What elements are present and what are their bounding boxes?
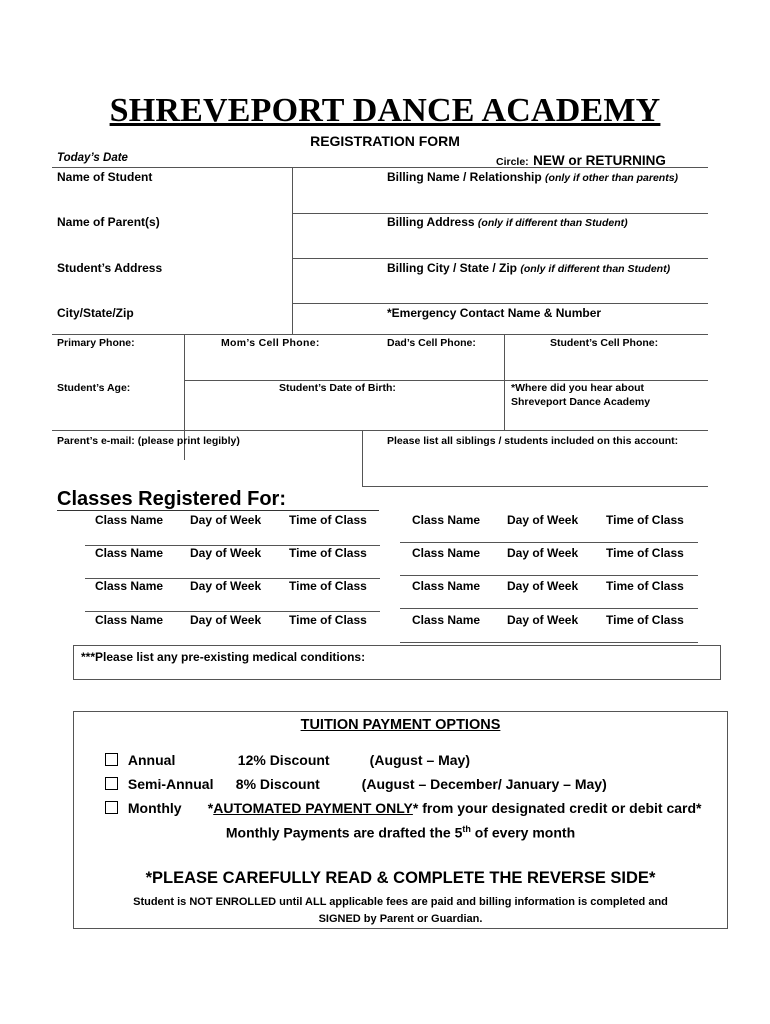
class-name-field[interactable]: Class Name [412, 613, 481, 627]
semi-period: (August – December/ January – May) [361, 776, 607, 792]
time-of-class-field[interactable]: Time of Class [606, 613, 684, 627]
medical-conditions-label: ***Please list any pre-existing medical conditions: [81, 650, 366, 664]
checkbox-semi-annual[interactable] [105, 777, 118, 790]
drafted-post: of every month [470, 824, 576, 841]
day-of-week-field[interactable]: Day of Week [507, 513, 579, 527]
grid-line [52, 334, 708, 335]
class-name-field[interactable]: Class Name [95, 513, 164, 527]
medical-conditions-box[interactable] [73, 645, 721, 680]
grid-line [292, 213, 708, 214]
day-of-week-field[interactable]: Day of Week [190, 513, 262, 527]
siblings-field[interactable]: Please list all siblings / students included on this account: [387, 435, 679, 447]
grid-divider [362, 430, 363, 486]
class-name-field[interactable]: Class Name [95, 579, 164, 593]
class-name-field[interactable]: Class Name [95, 546, 164, 560]
class-row-rule [400, 542, 698, 543]
billing-city-note: (only if different than Student) [520, 263, 671, 275]
day-of-week-field[interactable]: Day of Week [190, 579, 262, 593]
checkbox-annual[interactable] [105, 753, 118, 766]
where-heard-field[interactable] [511, 381, 650, 409]
drafted-sup: th [462, 824, 471, 834]
billing-address-label: Billing Address [387, 215, 475, 229]
grid-divider [292, 168, 293, 334]
time-of-class-field[interactable]: Time of Class [606, 513, 684, 527]
academy-title: SHREVEPORT DANCE ACADEMY [109, 92, 661, 129]
monthly-draft-note [73, 824, 728, 841]
class-row-rule [85, 611, 380, 612]
day-of-week-field[interactable]: Day of Week [507, 613, 579, 627]
todays-date-label: Today’s Date [57, 152, 128, 164]
grid-line [362, 486, 708, 487]
grid-divider [504, 380, 505, 430]
class-row-rule [400, 575, 698, 576]
option-semi-annual[interactable] [105, 776, 607, 792]
day-of-week-field[interactable]: Day of Week [190, 546, 262, 560]
student-address-field[interactable]: Student’s Address [57, 261, 163, 275]
form-subtitle: REGISTRATION FORM [310, 133, 460, 149]
where-heard-line2: Shreveport Dance Academy [511, 396, 651, 408]
class-row-rule [400, 642, 698, 643]
class-row-rule [400, 608, 698, 609]
grid-line [292, 258, 708, 259]
class-name-field[interactable]: Class Name [412, 579, 481, 593]
annual-discount: 12% Discount [237, 752, 330, 768]
time-of-class-field[interactable]: Time of Class [606, 579, 684, 593]
checkbox-monthly[interactable] [105, 801, 118, 814]
class-name-field[interactable]: Class Name [412, 513, 481, 527]
tuition-heading: TUITION PAYMENT OPTIONS [300, 717, 501, 733]
time-of-class-field[interactable]: Time of Class [289, 513, 367, 527]
day-of-week-field[interactable]: Day of Week [507, 579, 579, 593]
tuition-heading-wrap [73, 716, 728, 734]
billing-city-label: Billing City / State / Zip [387, 261, 518, 275]
billing-city-field[interactable] [387, 261, 670, 275]
class-name-field[interactable]: Class Name [412, 546, 481, 560]
city-state-zip-field[interactable]: City/State/Zip [57, 306, 134, 320]
time-of-class-field[interactable]: Time of Class [289, 546, 367, 560]
billing-name-note: (only if other than parents) [545, 172, 679, 184]
reverse-side-notice: *PLEASE CAREFULLY READ & COMPLETE THE REVERSE SIDE* [145, 869, 656, 887]
drafted-pre: Monthly Payments are drafted the 5 [225, 824, 463, 841]
classes-heading-rule [57, 510, 379, 511]
primary-phone-field[interactable]: Primary Phone: [57, 337, 135, 349]
where-heard-line1: *Where did you hear about [511, 382, 645, 394]
billing-name-label: Billing Name / Relationship [387, 170, 542, 184]
time-of-class-field[interactable]: Time of Class [289, 579, 367, 593]
enrollment-line1: Student is NOT ENROLLED until ALL applicable fees are paid and billing information is completed and [133, 896, 668, 908]
monthly-label: Monthly [127, 800, 182, 816]
moms-cell-field[interactable]: Mom’s Cell Phone: [221, 337, 320, 349]
parent-email-field[interactable]: Parent’s e-mail: (please print legibly) [57, 435, 240, 447]
monthly-automated: AUTOMATED PAYMENT ONLY [213, 800, 413, 816]
grid-divider [504, 334, 505, 380]
class-name-field[interactable]: Class Name [95, 613, 164, 627]
semi-discount: 8% Discount [235, 776, 320, 792]
monthly-pre: * [207, 800, 214, 816]
enrollment-line2: SIGNED by Parent or Guardian. [318, 913, 483, 925]
annual-label: Annual [127, 752, 176, 768]
billing-name-field[interactable] [387, 170, 678, 184]
grid-line [52, 167, 708, 168]
classes-heading: Classes Registered For: [57, 488, 286, 510]
students-cell-field[interactable]: Student’s Cell Phone: [550, 337, 659, 349]
enrollment-notice [73, 894, 728, 928]
day-of-week-field[interactable]: Day of Week [507, 546, 579, 560]
students-age-field[interactable]: Student’s Age: [57, 382, 131, 394]
students-dob-field[interactable]: Student’s Date of Birth: [279, 382, 396, 394]
option-annual[interactable] [105, 752, 470, 768]
billing-address-field[interactable] [387, 215, 628, 229]
dads-cell-field[interactable]: Dad’s Cell Phone: [387, 337, 476, 349]
billing-address-note: (only if different than Student) [477, 217, 628, 229]
name-of-parents-field[interactable]: Name of Parent(s) [57, 215, 160, 229]
circle-options: NEW or RETURNING [533, 153, 666, 168]
circle-label: Circle: [496, 156, 529, 168]
option-monthly[interactable] [105, 800, 702, 816]
day-of-week-field[interactable]: Day of Week [190, 613, 262, 627]
grid-line [292, 303, 708, 304]
time-of-class-field[interactable]: Time of Class [606, 546, 684, 560]
semi-label: Semi-Annual [127, 776, 214, 792]
name-of-student-field[interactable]: Name of Student [57, 170, 153, 184]
grid-line [52, 430, 708, 431]
annual-period: (August – May) [369, 752, 471, 768]
monthly-post: * from your designated credit or debit card* [412, 800, 702, 816]
time-of-class-field[interactable]: Time of Class [289, 613, 367, 627]
emergency-contact-field[interactable]: *Emergency Contact Name & Number [387, 306, 602, 320]
